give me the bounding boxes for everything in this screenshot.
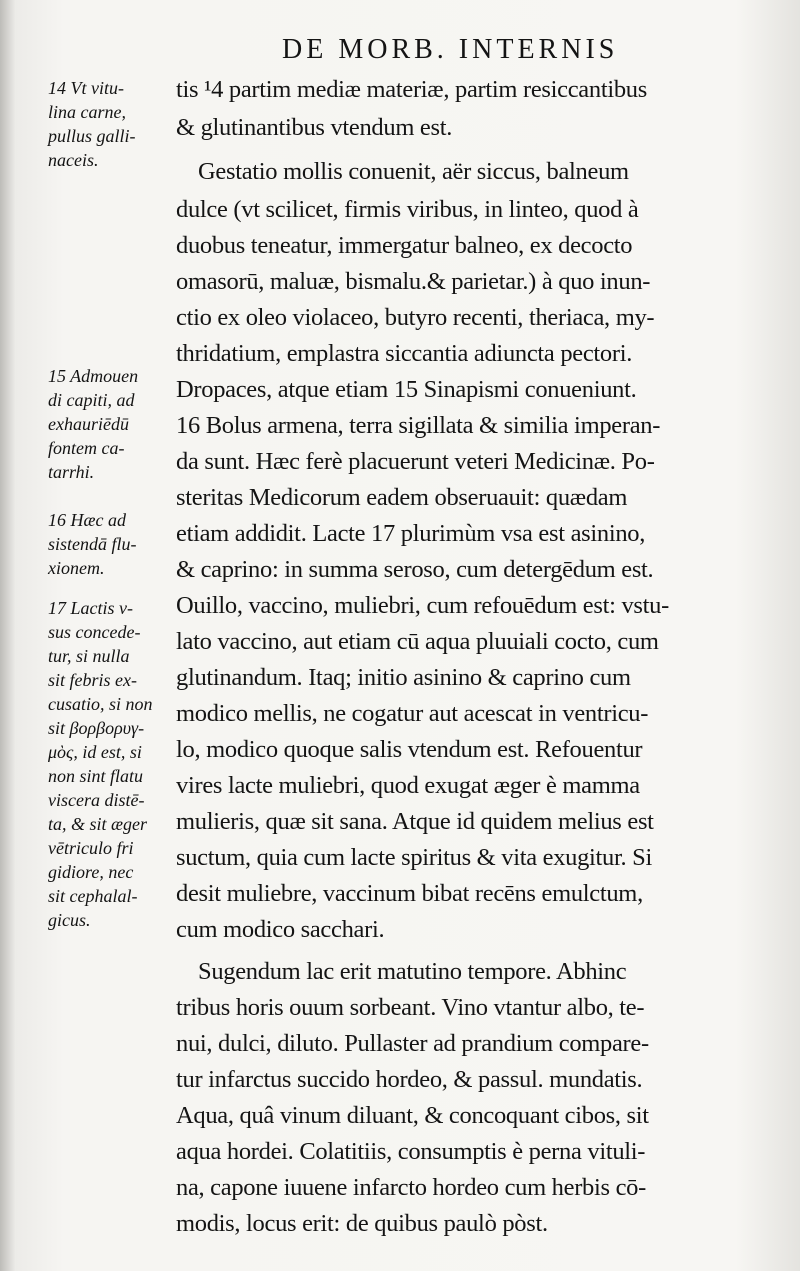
body-line: mulieris, quæ sit sana. Atque id quidem melius est (176, 808, 654, 835)
body-line: tribus horis ouum sorbeant. Vino vtantur albo, te- (176, 994, 645, 1021)
body-line: omasorū, maluæ, bismalu.& parietar.) à quo inun- (176, 268, 651, 295)
margin-note-line: gidiore, nec (48, 862, 134, 882)
body-line: aqua hordei. Colatitiis, consumptis è perna vituli- (176, 1138, 646, 1165)
running-head: DE MORB. INTERNIS (282, 34, 619, 65)
body-line: duobus teneatur, immergatur balneo, ex decocto (176, 232, 633, 259)
margin-note-line: sit βορβορυγ- (48, 718, 145, 738)
margin-note-line: pullus galli- (48, 126, 136, 146)
margin-note-line: 15 Admouen (48, 366, 139, 386)
body-line: Gestatio mollis conuenit, aër siccus, balneum (198, 158, 629, 185)
margin-note-line: sistendā flu- (48, 534, 137, 554)
body-line: lato vaccino, aut etiam cū aqua pluuiali cocto, cum (176, 628, 659, 655)
margin-note (48, 508, 178, 580)
body-line: Dropaces, atque etiam 15 Sinapismi conueniunt. (176, 376, 637, 403)
margin-note-line: 17 Lactis v- (48, 598, 133, 618)
body-line: Sugendum lac erit matutino tempore. Abhinc (198, 958, 627, 985)
margin-note-line: sit febris ex- (48, 670, 137, 690)
body-line: na, capone iuuene infarcto hordeo cum herbis cō- (176, 1174, 646, 1201)
body-line: Ouillo, vaccino, muliebri, cum refouēdum est: vstu- (176, 592, 669, 619)
body-line: da sunt. Hæc ferè placuerunt veteri Medicinæ. Po- (176, 448, 655, 475)
margin-note-line: naceis. (48, 150, 99, 170)
body-line: vires lacte muliebri, quod exugat æger è mamma (176, 772, 640, 799)
body-line: & glutinantibus vtendum est. (176, 114, 453, 141)
body-line: tur infarctus succido hordeo, & passul. mundatis. (176, 1066, 643, 1093)
margin-note-line: viscera distē- (48, 790, 145, 810)
margin-note-line: sit cephalal- (48, 886, 138, 906)
body-line: etiam addidit. Lacte 17 plurimùm vsa est asinino, (176, 520, 646, 547)
body-line: modico mellis, ne cogatur aut acescat in ventricu- (176, 700, 649, 727)
margin-note-line: xionem. (48, 558, 105, 578)
body-line: tis ¹4 partim mediæ materiæ, partim resiccantibus (176, 76, 647, 103)
margin-note (48, 364, 178, 484)
margin-note (48, 76, 178, 172)
body-line: & caprino: in summa seroso, cum detergēdum est. (176, 556, 654, 583)
margin-note-line: tur, si nulla (48, 646, 130, 666)
margin-note-line: μὸς, id est, si (48, 742, 142, 762)
body-line: glutinandum. Itaq; initio asinino & caprino cum (176, 664, 631, 691)
body-line: nui, dulci, diluto. Pullaster ad prandium compare- (176, 1030, 649, 1057)
margin-note-line: tarrhi. (48, 462, 95, 482)
page-gutter-shadow (0, 0, 16, 1271)
margin-note-line: gicus. (48, 910, 91, 930)
margin-note-line: sus concede- (48, 622, 141, 642)
body-line: 16 Bolus armena, terra sigillata & similia imperan- (176, 412, 661, 439)
margin-note-line: 16 Hæc ad (48, 510, 126, 530)
body-line: ctio ex oleo violaceo, butyro recenti, theriaca, my- (176, 304, 655, 331)
body-line: Aqua, quâ vinum diluant, & concoquant cibos, sit (176, 1102, 649, 1129)
body-line: dulce (vt scilicet, firmis viribus, in linteo, quod à (176, 196, 639, 223)
margin-note-line: non sint flatu (48, 766, 144, 786)
margin-note-line: 14 Vt vitu- (48, 78, 124, 98)
margin-note-line: fontem ca- (48, 438, 125, 458)
body-line: steritas Medicorum eadem obseruauit: quædam (176, 484, 628, 511)
margin-note-line: vētriculo fri (48, 838, 134, 858)
margin-note-line: di capiti, ad (48, 390, 135, 410)
margin-note (48, 596, 178, 932)
body-line: modis, locus erit: de quibus paulò pòst. (176, 1210, 548, 1237)
body-line: cum modico sacchari. (176, 916, 385, 943)
margin-note-line: ta, & sit æger (48, 814, 148, 834)
margin-note-line: lina carne, (48, 102, 126, 122)
margin-note-line: cusatio, si non (48, 694, 153, 714)
body-line: thridatium, emplastra siccantia adiuncta pectori. (176, 340, 633, 367)
body-line: suctum, quia cum lacte spiritus & vita exugitur. Si (176, 844, 652, 871)
body-line: lo, modico quoque salis vtendum est. Refouentur (176, 736, 643, 763)
body-line: desit muliebre, vaccinum bibat recēns emulctum, (176, 880, 643, 907)
margin-note-line: exhauriēdū (48, 414, 129, 434)
